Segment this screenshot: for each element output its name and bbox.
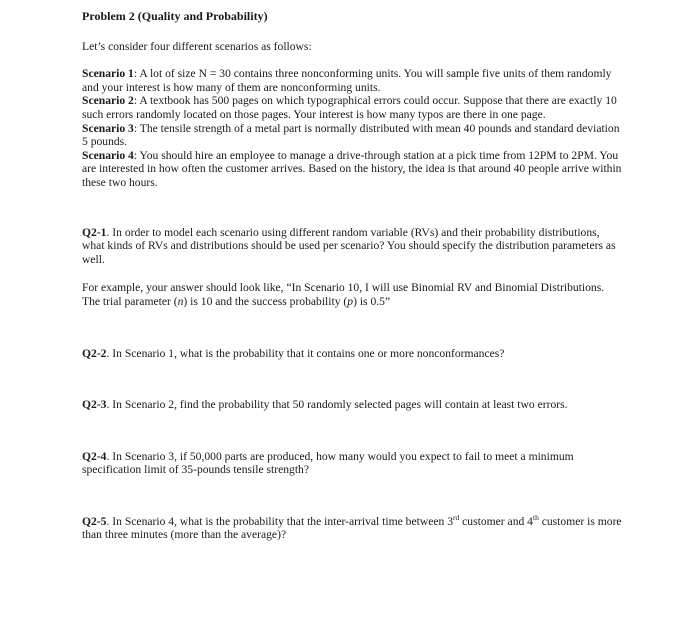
spacer bbox=[82, 266, 622, 281]
question-2-2-label: Q2-2 bbox=[82, 346, 107, 360]
spacer bbox=[82, 190, 622, 226]
scenario-2-text: : A textbook has 500 pages on which typographical errors could occur. Suppose that there are exactly 10 such errors randomly located on those pages. Your interest is how many typos are there in one page. bbox=[82, 94, 617, 121]
question-2-2-text: . In Scenario 1, what is the probability that it contains one or more nonconformances? bbox=[106, 346, 505, 360]
question-2-3 bbox=[82, 398, 622, 412]
spacer bbox=[82, 360, 622, 398]
question-2-4 bbox=[82, 450, 622, 477]
problem-title: Problem 2 (Quality and Probability) bbox=[82, 9, 268, 23]
intro-text: Let’s consider four different scenarios as follows: bbox=[82, 39, 312, 53]
question-2-5-label: Q2-5 bbox=[82, 514, 107, 528]
scenario-4 bbox=[82, 149, 622, 190]
question-2-3-text: . In Scenario 2, find the probability that 50 randomly selected pages will contain at least two errors. bbox=[106, 398, 568, 412]
question-2-4-text: . In Scenario 3, if 50,000 parts are produced, how many would you expect to fail to meet a minimum specification limit of 35-pounds tensile strength? bbox=[82, 449, 574, 477]
question-2-1-label: Q2-1 bbox=[82, 225, 107, 239]
spacer bbox=[82, 309, 622, 347]
scenario-1 bbox=[82, 67, 622, 94]
question-2-5-text-b: customer and 4 bbox=[459, 514, 533, 528]
scenario-2 bbox=[82, 94, 622, 121]
example-n: n bbox=[177, 294, 184, 308]
superscript-rd: rd bbox=[453, 513, 460, 523]
example-p: p bbox=[347, 294, 354, 308]
question-2-5 bbox=[82, 515, 622, 542]
example-answer bbox=[82, 281, 622, 308]
scenario-1-label: Scenario 1 bbox=[82, 67, 134, 81]
question-2-3-label: Q2-3 bbox=[82, 398, 107, 412]
scenario-4-text: : You should hire an employee to manage a drive-through station at a pick time from 12PM to 2PM. You are interested in how often the customer arrives. Based on the history, the idea is that around 40 people arrive within these two hours. bbox=[82, 148, 622, 189]
example-text-2: ) is 10 and the success probability ( bbox=[183, 294, 348, 308]
scenario-3 bbox=[82, 122, 622, 149]
scenario-3-label: Scenario 3 bbox=[82, 121, 134, 135]
scenario-1-text: : A lot of size N = 30 contains three nonconforming units. You will sample five units of them randomly and your interest is how many of them are nonconforming units. bbox=[82, 67, 612, 94]
scenario-3-text: : The tensile strength of a metal part is normally distributed with mean 40 pounds and standard deviation 5 pounds. bbox=[82, 121, 620, 149]
question-2-1-text: . In order to model each scenario using different random variable (RVs) and their probability distributions, what kinds of RVs and distributions should be used per scenario? You should specify the distribution parameters as well. bbox=[82, 225, 616, 266]
question-2-1 bbox=[82, 226, 622, 267]
question-2-5-text-a: . In Scenario 4, what is the probability that the inter-arrival time between 3 bbox=[106, 514, 453, 528]
spacer bbox=[82, 477, 622, 515]
scenario-4-label: Scenario 4 bbox=[82, 148, 134, 162]
document-page bbox=[82, 10, 622, 542]
example-text-3: ) is 0.5” bbox=[353, 294, 391, 308]
spacer bbox=[82, 412, 622, 450]
superscript-th: th bbox=[532, 513, 539, 523]
question-2-2 bbox=[82, 347, 622, 361]
scenario-2-label: Scenario 2 bbox=[82, 94, 134, 108]
question-2-4-label: Q2-4 bbox=[82, 449, 107, 463]
question-2-5-text-c: customer is more than three minutes (more than the average)? bbox=[82, 514, 622, 542]
example-text-1: For example, your answer should look like, “In Scenario 10, I will use Binomial RV and Binomial Distributions. The trial parameter ( bbox=[82, 281, 605, 308]
